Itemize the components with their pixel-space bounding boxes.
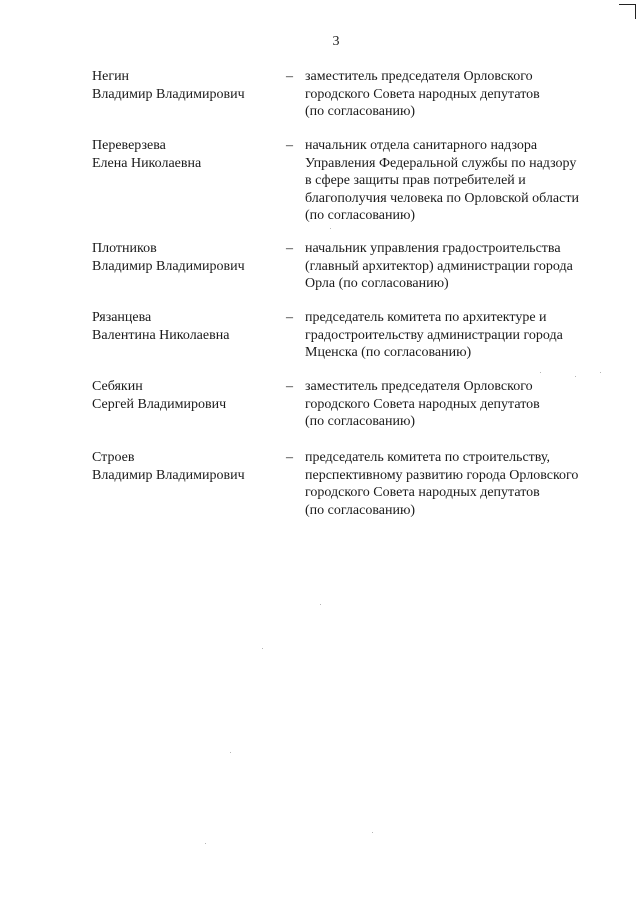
role-line: Орла (по согласованию) xyxy=(305,276,449,291)
member-dash: – xyxy=(286,69,293,84)
scan-speck xyxy=(330,228,331,229)
member-surname: Себякин xyxy=(92,379,143,394)
member-role xyxy=(305,309,635,362)
member-given-names: Елена Николаевна xyxy=(92,155,202,171)
member-name xyxy=(92,378,282,413)
role-line: благополучия человека по Орловской области xyxy=(305,190,579,206)
role-line: городского Совета народных депутатов xyxy=(305,86,540,102)
member-given-names: Владимир Владимирович xyxy=(92,258,245,274)
scan-speck xyxy=(540,372,541,373)
scan-speck xyxy=(262,648,263,649)
member-name xyxy=(92,240,282,275)
member-dash: – xyxy=(286,138,293,153)
member-role xyxy=(305,378,635,431)
role-line: начальник отдела санитарного надзора xyxy=(305,138,538,153)
role-line: заместитель председателя Орловского xyxy=(305,379,533,394)
role-line: градостроительству администрации города xyxy=(305,327,563,343)
member-surname: Переверзева xyxy=(92,138,166,153)
role-line: Управления Федеральной службы по надзору xyxy=(305,155,577,171)
member-surname: Плотников xyxy=(92,241,157,256)
member-given-names: Сергей Владимирович xyxy=(92,396,227,412)
member-given-names: Владимир Владимирович xyxy=(92,86,245,102)
member-surname: Негин xyxy=(92,69,130,84)
member-name xyxy=(92,68,282,103)
role-line: председатель комитета по строительству, xyxy=(305,450,550,465)
role-line: (главный архитектор) администрации города xyxy=(305,258,573,274)
role-line: начальник управления градостроительства xyxy=(305,241,561,256)
member-dash: – xyxy=(286,310,293,325)
member-dash: – xyxy=(286,379,293,394)
role-line: (по согласованию) xyxy=(305,104,416,119)
role-line: председатель комитета по архитектуре и xyxy=(305,310,547,325)
member-role xyxy=(305,449,635,519)
member-dash: – xyxy=(286,450,293,465)
scan-speck xyxy=(205,843,206,844)
role-line: Мценска (по согласованию) xyxy=(305,345,472,360)
member-surname: Рязанцева xyxy=(92,310,152,325)
member-name xyxy=(92,309,282,344)
scan-speck xyxy=(230,752,231,753)
role-line: (по согласованию) xyxy=(305,414,416,429)
member-name xyxy=(92,449,282,484)
member-role xyxy=(305,68,635,121)
scan-corner-mark xyxy=(619,4,636,19)
role-line: в сфере защиты прав потребителей и xyxy=(305,173,526,188)
role-line: городского Совета народных депутатов xyxy=(305,396,540,412)
member-surname: Строев xyxy=(92,450,135,465)
member-role xyxy=(305,137,635,225)
member-given-names: Валентина Николаевна xyxy=(92,327,230,343)
role-line: (по согласованию) xyxy=(305,502,416,518)
member-given-names: Владимир Владимирович xyxy=(92,467,245,483)
role-line: (по согласованию) xyxy=(305,208,416,223)
scan-speck xyxy=(372,832,373,833)
scan-speck xyxy=(575,376,576,377)
member-dash: – xyxy=(286,241,293,256)
page-number: 3 xyxy=(332,34,340,49)
member-name xyxy=(92,137,282,172)
role-line: заместитель председателя Орловского xyxy=(305,69,533,84)
scan-speck xyxy=(600,372,601,373)
role-line: городского Совета народных депутатов xyxy=(305,485,540,500)
role-line: перспективному развитию города Орловского xyxy=(305,467,579,483)
scan-speck xyxy=(320,604,321,605)
member-role xyxy=(305,240,635,293)
